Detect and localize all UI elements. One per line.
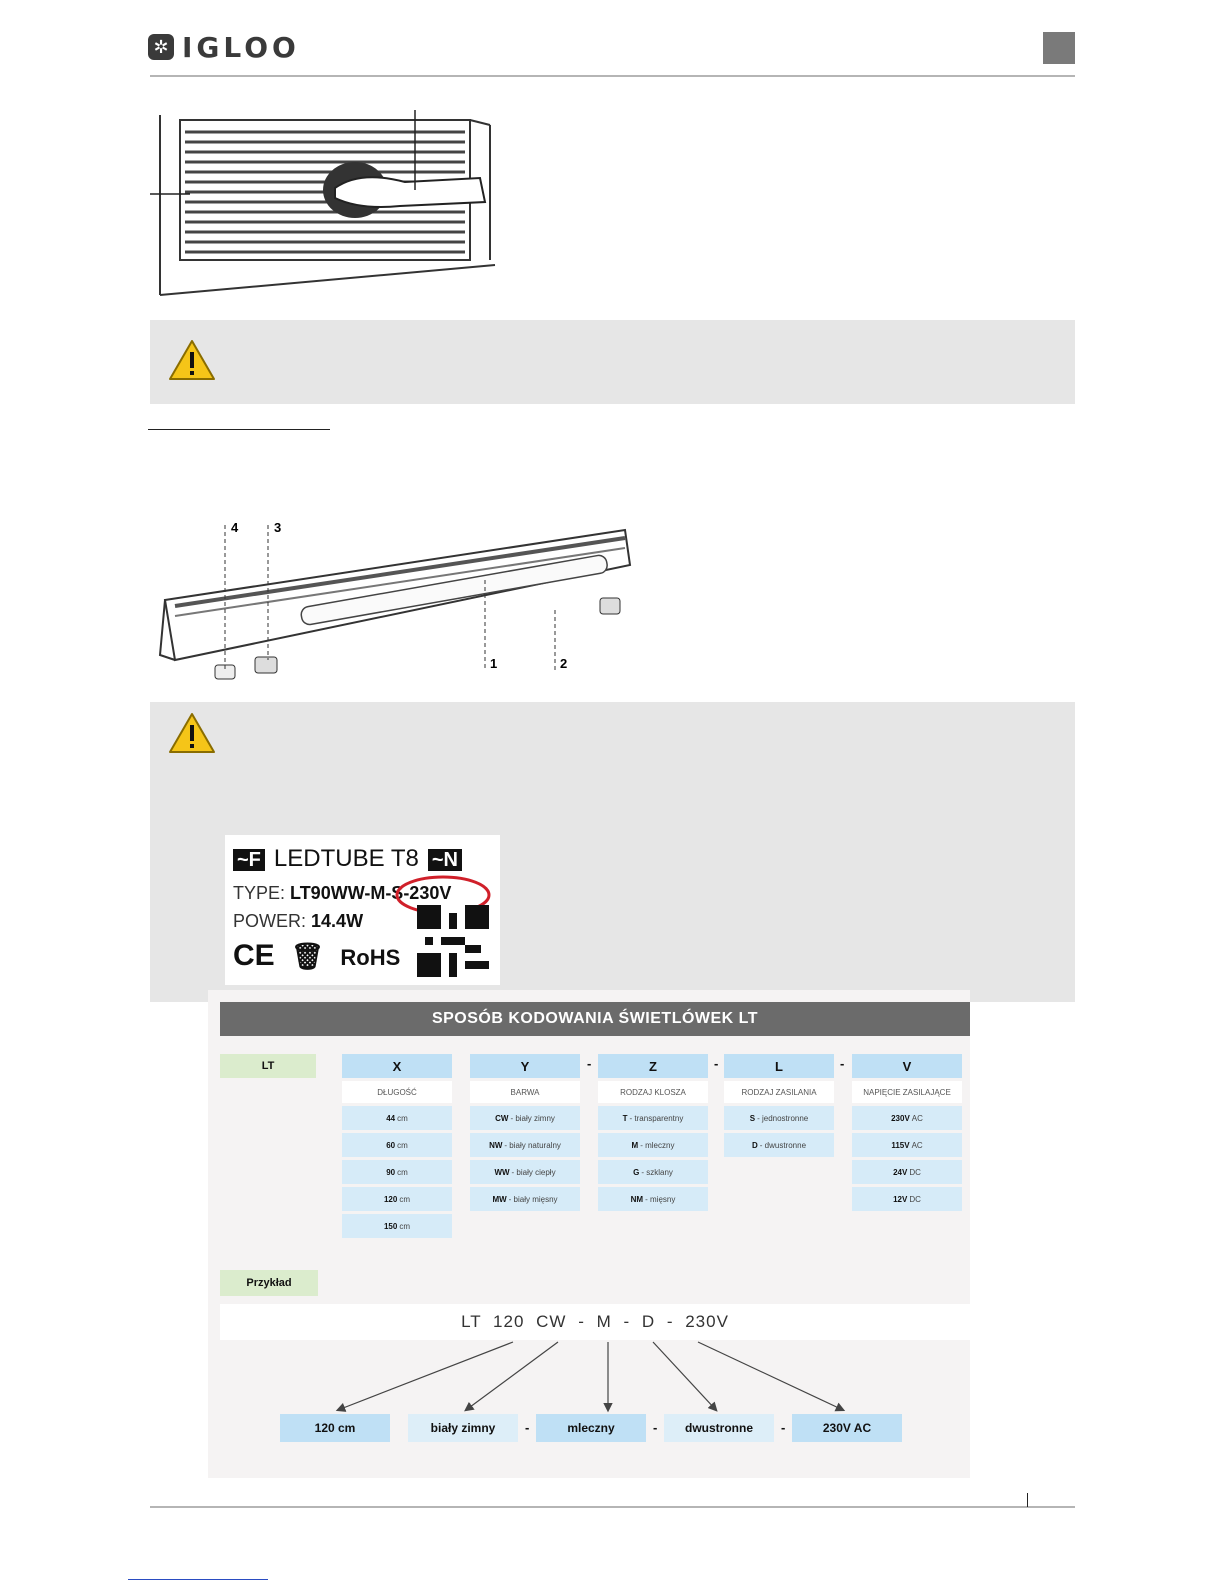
qr-code-icon (417, 905, 489, 977)
callout-2: 2 (560, 656, 568, 671)
logo-text: IGLOO (182, 30, 300, 64)
power-value: 14.4W (311, 911, 364, 931)
value-z: G - szklany (598, 1160, 708, 1184)
callout-3: 3 (274, 520, 282, 535)
ce-mark: CE (233, 939, 275, 972)
value-y: WW - biały ciepły (470, 1160, 580, 1184)
result-voltage: 230V AC (792, 1414, 902, 1442)
callout-1: 1 (490, 656, 498, 671)
value-v: 230V AC (852, 1106, 962, 1130)
desc-x: DŁUGOŚĆ (342, 1081, 452, 1103)
code-z: Z (598, 1054, 708, 1078)
condenser-cleaning-illustration (150, 110, 500, 300)
code-v: V (852, 1054, 962, 1078)
warning-icon (168, 339, 216, 381)
result-supply: dwustronne (664, 1414, 774, 1442)
value-x: 44 cm (342, 1106, 452, 1130)
mapping-arrows (208, 990, 970, 1478)
result-shade: mleczny (536, 1414, 646, 1442)
page-tab (1043, 32, 1075, 64)
value-l: D - dwustronne (724, 1133, 834, 1157)
page-number-separator (1027, 1493, 1028, 1507)
value-x: 60 cm (342, 1133, 452, 1157)
value-z: NM - mięsny (598, 1187, 708, 1211)
example-label: Przykład (220, 1270, 318, 1296)
led-tube-label (225, 835, 500, 985)
footer-divider (150, 1506, 1075, 1508)
separator-dash: - (525, 1420, 530, 1435)
desc-z: RODZAJ KLOSZA (598, 1081, 708, 1103)
separator-dash: - (714, 1056, 719, 1071)
desc-l: RODZAJ ZASILANIA (724, 1081, 834, 1103)
value-z: T - transparentny (598, 1106, 708, 1130)
value-v: 115V AC (852, 1133, 962, 1157)
example-code: LT 120 CW - M - D - 230V (220, 1304, 970, 1340)
value-x: 120 cm (342, 1187, 452, 1211)
header-divider (150, 75, 1075, 77)
code-x: X (342, 1054, 452, 1078)
value-z: M - mleczny (598, 1133, 708, 1157)
value-y: MW - biały mięsny (470, 1187, 580, 1211)
value-y: CW - biały zimny (470, 1106, 580, 1130)
value-x: 90 cm (342, 1160, 452, 1184)
prefix-lt: LT (220, 1054, 316, 1078)
warning-icon (168, 712, 216, 754)
desc-v: NAPIĘCIE ZASILAJĄCE (852, 1081, 962, 1103)
separator-dash: - (840, 1056, 845, 1071)
warning-box (150, 320, 1075, 404)
code-l: L (724, 1054, 834, 1078)
weee-bin-icon: 🗑 (291, 941, 325, 971)
igloo-logo (148, 30, 300, 64)
result-length: 120 cm (280, 1414, 390, 1442)
type-label: TYPE: (233, 883, 286, 903)
result-color: biały zimny (408, 1414, 518, 1442)
value-v: 12V DC (852, 1187, 962, 1211)
value-l: S - jednostronne (724, 1106, 834, 1130)
rohs-mark: RoHS (340, 945, 401, 970)
separator-dash: - (781, 1420, 786, 1435)
value-v: 24V DC (852, 1160, 962, 1184)
fluorescent-tube-diagram (155, 520, 645, 690)
separator-dash: - (653, 1420, 658, 1435)
separator-dash: - (587, 1056, 592, 1071)
callout-4: 4 (231, 520, 239, 535)
badge-n: ~N (428, 849, 462, 871)
igloo-logo-icon: ✲ (148, 34, 174, 60)
link-underline[interactable] (128, 1579, 268, 1580)
power-label: POWER: (233, 911, 307, 931)
section-heading-underline (148, 429, 330, 430)
value-y: NW - biały naturalny (470, 1133, 580, 1157)
badge-f: ~F (233, 849, 265, 871)
type-value: LT90WW-M-S-230V (290, 883, 452, 903)
value-x: 150 cm (342, 1214, 452, 1238)
lt-coding-infographic (208, 990, 970, 1478)
desc-y: BARWA (470, 1081, 580, 1103)
code-y: Y (470, 1054, 580, 1078)
coding-title: SPOSÓB KODOWANIA ŚWIETLÓWEK LT (220, 1002, 970, 1036)
label-title: LEDTUBE T8 (273, 845, 419, 872)
